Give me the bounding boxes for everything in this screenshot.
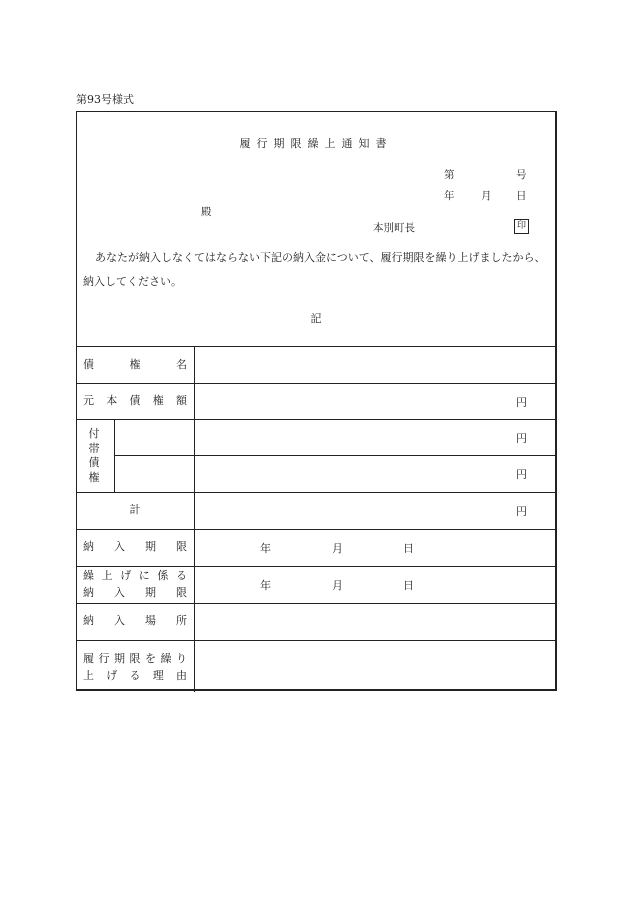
advanced-due-date-label-line2: 納入期限 xyxy=(83,586,187,599)
claim-name-label: 債権名 xyxy=(83,358,187,371)
column-divider xyxy=(194,346,195,692)
reason-label-line2: 上げる理由 xyxy=(83,669,187,682)
row-divider xyxy=(77,529,555,530)
row-divider xyxy=(77,419,555,420)
principal-amount-label: 元本債権額 xyxy=(83,394,187,407)
principal-yen-unit: 円 xyxy=(516,396,527,409)
addressee-suffix: 殿 xyxy=(201,206,212,218)
issue-date-month: 月 xyxy=(481,190,492,202)
notice-body-text: あなたが納入しなくてはならない下記の納入金について、履行期限を繰り上げましたから、納入してください。 xyxy=(83,251,546,288)
memo-heading: 記 xyxy=(310,312,322,325)
issue-date-year: 年 xyxy=(444,190,455,202)
form-number: 第93号様式 xyxy=(76,93,134,106)
advanced-due-date-month: 月 xyxy=(332,579,343,592)
incidental-2-yen-unit: 円 xyxy=(516,468,527,481)
document-title: 履行期限繰上通知書 xyxy=(239,137,393,150)
row-divider xyxy=(114,455,555,456)
advanced-due-date-day: 日 xyxy=(403,579,414,592)
incidental-claims-label: 付帯債権 xyxy=(88,427,100,484)
advanced-due-date-label-line1: 繰上げに係る xyxy=(83,569,187,582)
seal-mark: 印 xyxy=(514,219,529,234)
reason-label-line1: 履行期限を繰り xyxy=(83,652,187,665)
due-date-day: 日 xyxy=(403,542,414,555)
row-divider xyxy=(77,383,555,384)
row-divider xyxy=(77,492,555,493)
issuer-name: 本別町長 xyxy=(373,222,415,234)
incidental-1-yen-unit: 円 xyxy=(516,432,527,445)
column-divider xyxy=(114,419,115,492)
document-number-label: 第 xyxy=(444,169,455,181)
row-divider xyxy=(77,603,555,604)
row-divider xyxy=(77,346,555,347)
issue-date-day: 日 xyxy=(516,190,527,202)
row-divider xyxy=(77,640,555,641)
due-date-year: 年 xyxy=(260,542,271,555)
due-date-label: 納入期限 xyxy=(83,540,187,553)
advanced-due-date-year: 年 xyxy=(260,579,271,592)
payment-place-label: 納入場所 xyxy=(83,614,187,627)
notice-form xyxy=(76,111,557,691)
due-date-month: 月 xyxy=(332,542,343,555)
total-label: 計 xyxy=(129,503,141,516)
total-yen-unit: 円 xyxy=(516,505,527,518)
document-number-suffix: 号 xyxy=(516,169,527,181)
